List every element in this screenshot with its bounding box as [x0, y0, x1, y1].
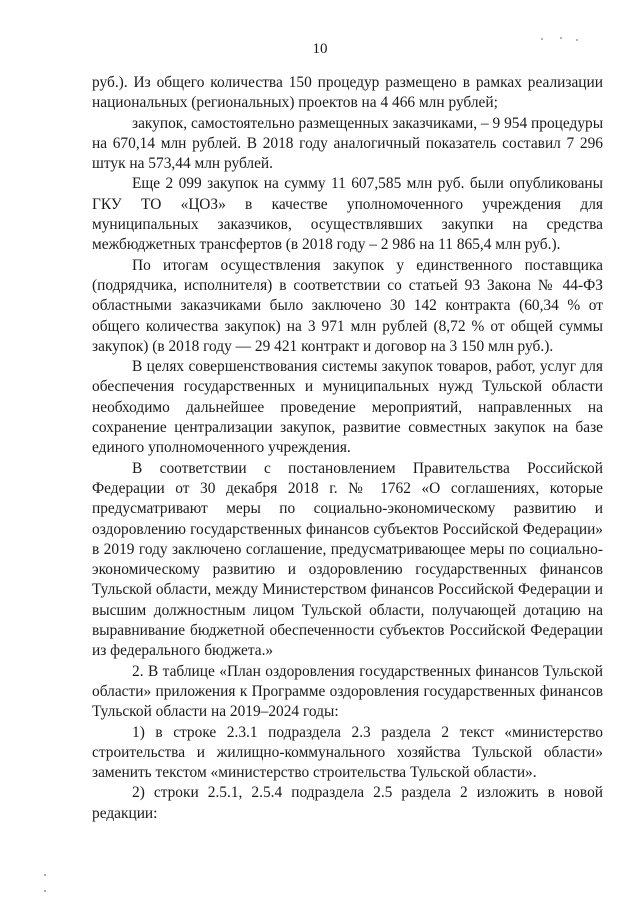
scan-speck	[44, 874, 46, 876]
text-line: Тульской области на 2019–2024 годы:	[92, 703, 339, 721]
text-line: Еще 2 099 закупок на сумму 11 607,585 млн руб. были опубликованы	[132, 175, 603, 193]
paragraph	[92, 174, 603, 255]
text-line: общего количества закупок) на 3 971 млн рублей (8,72 % от общей суммы	[92, 317, 603, 335]
paragraph	[92, 459, 603, 662]
text-line: оздоровлению государственных финансов субъектов Российской Федерации»	[92, 520, 603, 538]
scan-speck	[576, 39, 578, 41]
paragraph	[92, 662, 603, 723]
text-line: межбюджетных трансфертов (в 2018 году – 2 986 на 11 865,4 млн руб.).	[92, 236, 561, 254]
text-line: (подрядчика, исполнителя) в соответствии со статьей 93 Закона № 44-ФЗ	[92, 276, 603, 294]
text-line: В целях совершенствования системы закупок товаров, работ, услуг для	[132, 358, 603, 376]
text-line: По итогам осуществления закупок у единственного поставщика	[132, 256, 603, 274]
text-line: 2. В таблице «План оздоровления государственных финансов Тульской	[132, 662, 603, 680]
text-line: предусматривают меры по социально-экономическому развитию и	[92, 500, 603, 518]
text-line: сохранение централизации закупок, развитие совместных закупок на базе	[92, 419, 603, 437]
text-line: руб.). Из общего количества 150 процедур размещено в рамках реализации	[92, 74, 603, 91]
text-line: на 670,14 млн рублей. В 2018 году аналогичный показатель составил 7 296	[92, 134, 603, 152]
text-line: закупок) (в 2018 году — 29 421 контракт и договор на 3 150 млн руб.).	[92, 337, 554, 355]
text-line: Федерации от 30 декабря 2018 г. № 1762 «О соглашениях, которые	[92, 479, 603, 497]
text-line: штук на 573,44 млн рублей.	[92, 155, 274, 173]
text-line: национальных (региональных) проектов на 4 466 млн рублей;	[92, 94, 498, 112]
text-line: необходимо дальнейшее проведение мероприятий, направленных на	[92, 398, 603, 416]
text-line: экономическому развитию и оздоровлению государственных финансов	[92, 561, 603, 579]
text-line: строительства и жилищно-коммунального хозяйства Тульской области»	[92, 743, 603, 761]
paragraph	[92, 256, 603, 357]
paragraph	[92, 357, 603, 458]
text-line: областными заказчиками было заключено 30 142 контракта (60,34 % от	[92, 297, 603, 315]
scan-speck	[541, 38, 543, 40]
scan-speck	[44, 890, 46, 892]
text-line: единого уполномоченного учреждения.	[92, 439, 351, 457]
text-line: из федерального бюджета.»	[92, 642, 274, 660]
text-line: В соответствии с постановлением Правительства Российской	[132, 459, 603, 477]
text-line: Тульской области, между Министерством финансов Российской Федерации и	[92, 581, 603, 599]
paragraph	[92, 114, 603, 175]
text-line: в 2019 году заключено соглашение, предусматривающее меры по социально-	[92, 540, 603, 558]
text-line: редакции:	[92, 804, 158, 822]
paragraph	[92, 73, 603, 114]
text-line: закупок, самостоятельно размещенных заказчиками, – 9 954 процедуры	[132, 114, 603, 132]
text-line: области» приложения к Программе оздоровления государственных финансов	[92, 682, 603, 700]
text-line: ГКУ ТО «ЦОЗ» в качестве уполномоченного учреждения для	[92, 195, 603, 213]
page-number: 10	[312, 41, 328, 57]
text-line: заменить текстом «министерство строительства Тульской области».	[92, 764, 537, 782]
document-body	[92, 73, 603, 824]
text-line: обеспечения государственных и муниципальных нужд Тульской области	[92, 378, 603, 396]
text-line: 1) в строке 2.3.1 подраздела 2.3 раздела 2 текст «министерство	[132, 723, 603, 741]
text-line: выравнивание бюджетной обеспеченности субъектов Российской Федерации	[92, 622, 603, 640]
paragraph	[92, 723, 603, 784]
scan-speck	[560, 37, 562, 39]
text-line: 2) строки 2.5.1, 2.5.4 подраздела 2.5 раздела 2 изложить в новой	[132, 784, 603, 802]
text-line: муниципальных заказчиков, осуществлявших закупки на средства	[92, 216, 603, 234]
text-line: высшим должностным лицом Тульской области, получающей дотацию на	[92, 601, 603, 619]
paragraph	[92, 783, 603, 824]
